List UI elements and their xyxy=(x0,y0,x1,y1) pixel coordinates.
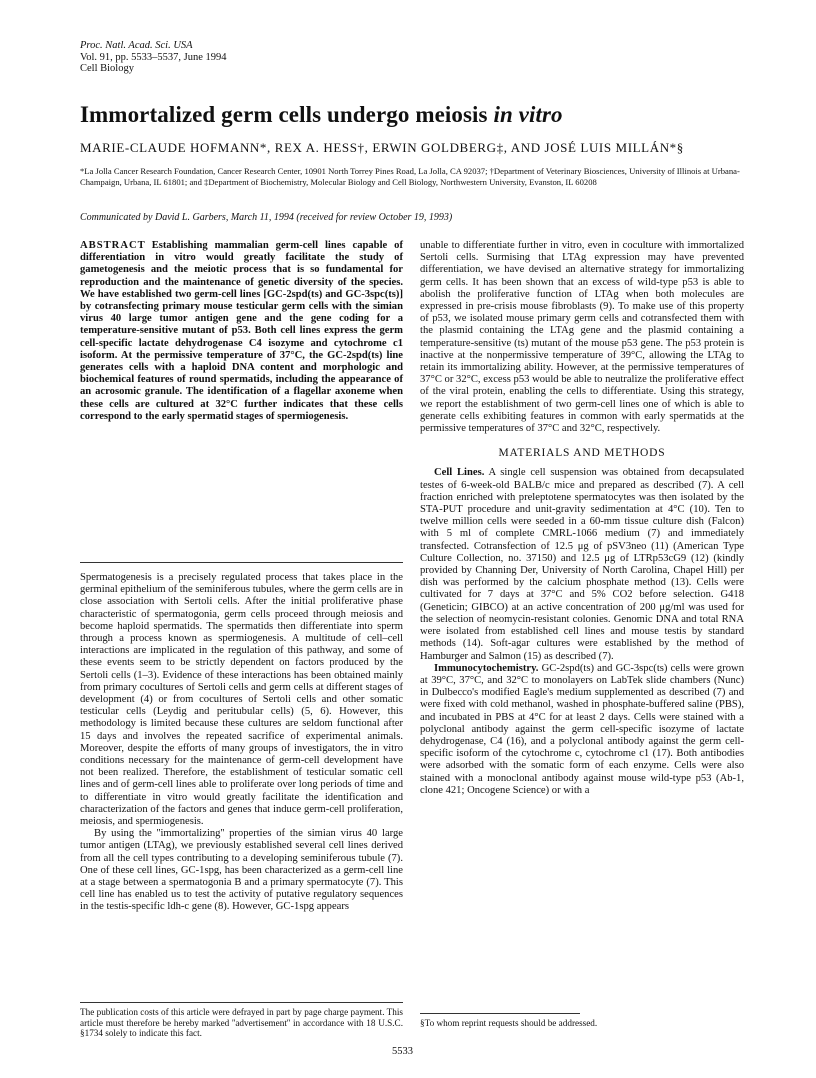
footnote-divider-right xyxy=(420,1013,580,1014)
reprint-footnote: §To whom reprint requests should be addressed. xyxy=(420,1018,598,1028)
title-italic: in vitro xyxy=(493,102,563,127)
author-list: MARIE-CLAUDE HOFMANN*, REX A. HESS†, ERWIN GOLDBERG‡, AND JOSÉ LUIS MILLÁN*§ xyxy=(80,140,684,155)
affiliations: *La Jolla Cancer Research Foundation, Cancer Research Center, 10901 North Torrey Pines Road, La Jolla, CA 92037; †Department of Veterinary Biosciences, University of Illinois at Urbana-Champaign, Urbana, IL 61801; and ‡Department of Biochemistry, Molecular Biology and Cell Biology, Northwestern University, Evanston, IL 60208 xyxy=(80,166,740,187)
publication-footnote: The publication costs of this article were defrayed in part by page charge payment. This article must therefore be hereby marked ''advertisement'' in accordance with 18 U.S.C. §1734 solely to indicate this fact. xyxy=(80,1007,403,1039)
intro-paragraph-1: Spermatogenesis is a precisely regulated process that takes place in the germinal epithelium of the seminiferous tubules, where the germ cells are in close association with Sertoli cells. After the initial proliferative phase characteristic of spermatogonia, germ cells proceed through meiosis and become haploid spermatids. The spermatids then differentiate into sperm through a process known as spermiogenesis. A multitude of cell–cell interactions are implicated in the regulation of this pathway, and some of these events seem to be strictly dependent on factors produced by the Sertoli cells (1–3). Evidence of these interactions has been obtained mainly from primary cocultures of Sertoli cells and germ cells at different stages of development (4) or from cocultures of Sertoli cells and other somatic testicular cells (Leydig and peritubular cells) (5, 6). However, this methodology is limited because these cultures are seldom functional after 15 days and involves the repeated sacrifice of experimental animals. Moreover, despite the efforts of many groups of investigators, the in vitro conditions necessary for the maintenance of germ-cell development have not been realized. Therefore, the establishment of testicular somatic cell lines and of germ-cell lines able to proliferate over long periods of time and to differentiate in vitro would greatly facilitate the identification and characterization of the factors and genes that induce germ-cell proliferation, meiosis, and spermiogenesis. xyxy=(80,572,404,828)
article-title xyxy=(80,102,740,128)
abstract-divider xyxy=(80,562,403,563)
footnote-divider-left xyxy=(80,1002,403,1003)
journal-volume: Vol. 91, pp. 5533–5537, June 1994 xyxy=(80,51,227,63)
abstract xyxy=(80,240,403,423)
communicated-by: Communicated by David L. Garbers, March 11, 1994 (received for review October 19, 1993) xyxy=(80,212,453,223)
cell-lines-paragraph xyxy=(420,467,744,662)
section-heading: MATERIALS AND METHODS xyxy=(498,447,666,460)
title-main: Immortalized germ cells undergo meiosis xyxy=(80,102,494,127)
journal-header xyxy=(80,40,227,75)
immuno-paragraph xyxy=(420,663,744,797)
introduction xyxy=(80,572,403,914)
abstract-label: ABSTRACT xyxy=(80,240,146,251)
cell-lines-text: A single cell suspension was obtained from decapsulated testes of 6-week-old BALB/c mice and prepared as described (7). A cell fraction enriched with preleptotene spermatocytes was then isolated by the STA-PUT procedure and unit-gravity sedimentation at 4°C (10). Ten to twelve million cells were seeded in a 60-mm tissue culture dish (Falcon) with 5 ml of complete CMRL-1066 medium (7) and immediately transfected. Cotransfection of 12.5 μg of pSV3neo (11) (American Type Culture Collection, no. 37150) and 12.5 μg of LTRp53cG9 (12) (kindly provided by Channing Der, University of North Carolina, Chapel Hill) per dish was performed by the calcium phosphate method (13). Cells were cultivated for 7 days at 37°C and 5% CO2 before selection. G418 (Geneticin; GIBCO) at an active concentration of 200 μg/ml was used for the selection of neomycin-resistant colonies. Genomic DNA and total RNA were isolated from established cell lines and mouse testis by standard methods (14). Soft-agar cultures were established by the method of Hamburger and Salmon (15) as described (7). xyxy=(420,467,744,662)
journal-name: Proc. Natl. Acad. Sci. USA xyxy=(80,40,193,51)
immuno-heading: Immunocytochemistry. xyxy=(434,662,539,674)
intro-continued: unable to differentiate further in vitro, even in coculture with immortalized Sertoli cells. Surmising that LTAg expression may have prevented differentiation, we have devised an alternative strategy for immortalizing germ cells. It has been shown that an excess of wild-type p53 is able to abolish the proliferative function of LTAg when both molecules are expressed in pre-crisis mouse fibroblasts (9). To make use of this property of p53, we isolated mouse primary germ cells and cotransfected them with the plasmid containing the LTAg gene and the plasmid containing a temperature-sensitive (ts) mutant of the mouse p53 gene. The p53 protein is inactive at the nonpermissive temperature of 39°C, allowing the LTAg to retain its immortalizing ability. However, at the permissive temperatures of 37°C or 32°C, excess p53 would be able to neutralize the proliferative effect of the viral protein, enabling the cells to differentiate. Using this strategy, we report the establishment of two germ-cell lines one of which is able to generate cells exhibiting features in common with early spermatids at the permissive temperatures of 37°C and 32°C, respectively. xyxy=(420,240,744,435)
page-number: 5533 xyxy=(392,1046,413,1057)
abstract-text: Establishing mammalian germ-cell lines capable of differentiation in vitro would greatly facilitate the study of gametogenesis and the meiotic process that is so fundamental for reproduction and the maintenance of genetic diversity of the species. We have established two germ-cell lines [GC-2spd(ts) and GC-3spc(ts)] by cotransfecting primary mouse testicular germ cells with the simian virus 40 large tumor antigen gene and the gene coding for a temperature-sensitive mutant of p53. Both cell lines express the germ cell-specific lactate dehydrogenase C4 isozyme and cytochrome c1 isoform. At the permissive temperature of 37°C, the GC-2spd(ts) line generates cells with a haploid DNA content and morphologic and biochemical features of round spermatids, including the appearance of an acrosomic granule. The identification of a flagellar axoneme when these cells are cultured at 32°C further indicates that these cells correspond to the early spermatid stages of spermiogenesis. xyxy=(80,240,403,422)
intro-paragraph-2: By using the ''immortalizing'' properties of the simian virus 40 large tumor antigen (LTAg), we previously established several cell lines derived from all the cell types contributing to a developing seminiferous tubule (7). One of these cell lines, GC-1spg, has been characterized as a germ-cell line at a stage between a spermatogonia B and a primary spermatocyte (7). This cell line has enabled us to test the activity of putative regulatory sequences in the testis-specific ldh-c gene (8). However, GC-1spg appears xyxy=(80,828,403,913)
immuno-text: GC-2spd(ts) and GC-3spc(ts) cells were grown at 39°C, 37°C, and 32°C to monolayers on LabTek slide chambers (Nunc) in Dulbecco's modified Eagle's medium supplemented as described (7) and were fixed with cold methanol, washed in phosphate-buffered saline (PBS), and incubated in PBS at 4°C for at least 2 days. Cells were stained with a polyclonal antibody against the germ cell-specific isozyme of lactate dehydrogenase, C4 (16), and a polyclonal antibody against the germ cell-specific isoform of the cytochrome c, cytochrome c1 (17). Both antibodies were adsorbed with the somatic form of each enzyme. Cells were also stained with a monoclonal antibody against mouse wild-type p53 (Ab-1, clone 421; Oncogene Science) or with a xyxy=(420,662,744,796)
cell-lines-heading: Cell Lines. xyxy=(434,467,485,479)
right-column xyxy=(420,240,744,797)
journal-section: Cell Biology xyxy=(80,63,134,74)
